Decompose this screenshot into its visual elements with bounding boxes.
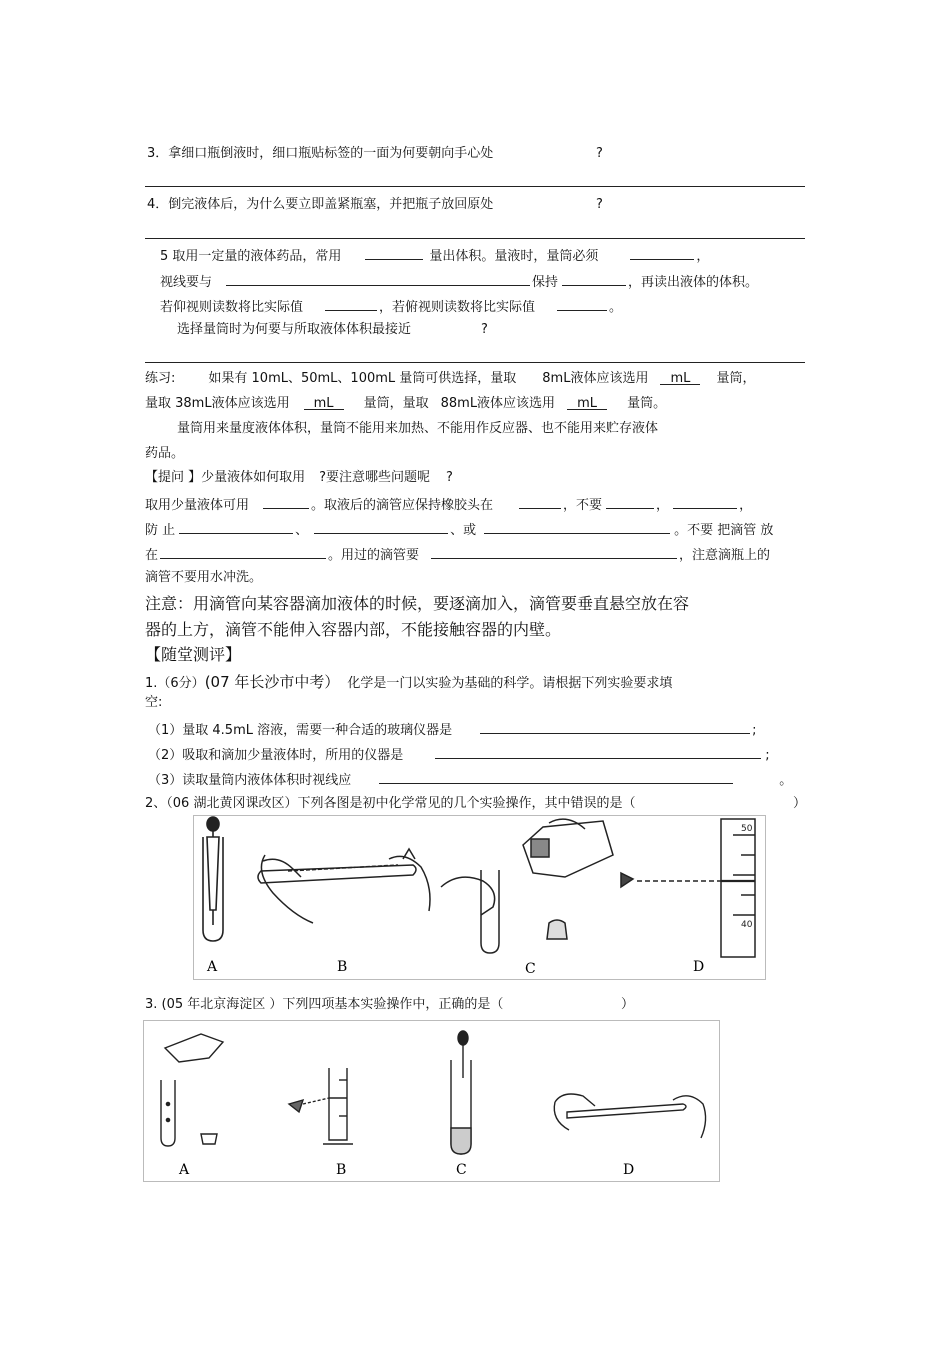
answer-88ml[interactable]: mL <box>567 396 607 410</box>
t1-sub-2-text: （2）吸取和滴加少量液体时，所用的仪器是 <box>148 748 404 763</box>
test-3-close: ） <box>621 997 635 1012</box>
figure-test-2 <box>193 815 766 980</box>
question-4-mark: ? <box>596 197 603 212</box>
figure-2c-pouring-liquid <box>441 819 613 953</box>
t1-source: (07 年长沙市中考） <box>204 673 340 691</box>
test-2-close: ） <box>793 796 807 811</box>
ask-text-a: 【提问 】少量液体如何取用 <box>145 470 306 485</box>
figure-3-label-d: D <box>623 1162 635 1178</box>
drop-text-d: ， <box>656 498 670 513</box>
practice-label: 练习: <box>145 371 176 386</box>
t1-text: 化学是一门以实验为基础的科学。请根据下列实验要求填 <box>347 676 673 691</box>
practice-text-e: 量筒，量取 <box>363 396 429 411</box>
practice-text-d: 量取 38mL液体应该选用 <box>145 396 290 411</box>
question-3-mark: ? <box>596 146 603 161</box>
question-5-line-4: 选择量筒时为何要与所取液体体积最接近 <box>177 322 412 337</box>
q5-text-d: 视线要与 <box>160 275 213 290</box>
question-5-line-1 <box>160 246 709 265</box>
figure-2a-dropper-in-tube <box>203 817 223 941</box>
drop-text-h: 、或 <box>450 523 477 538</box>
answer-line-3[interactable] <box>145 186 805 187</box>
drop-text-j: 在 <box>145 548 159 563</box>
drop-text-e: ， <box>739 498 753 513</box>
drop-text-i: 。不要 把滴管 放 <box>674 523 774 538</box>
cylinder-scale-40: 40 <box>741 920 753 930</box>
blank-used-dropper[interactable] <box>431 545 677 559</box>
practice-text-c: 量筒， <box>716 371 756 386</box>
figure-3-label-b: B <box>336 1162 347 1178</box>
drop-text-a: 取用少量液体可用 <box>145 498 250 513</box>
test-title: 【随堂测评】 <box>145 645 242 664</box>
figure-test-3-svg <box>143 1020 720 1182</box>
figure-3-label-a: A <box>179 1162 190 1178</box>
blank-line-of-sight-reading[interactable] <box>379 770 733 784</box>
blank-measuring-tool[interactable] <box>365 246 423 260</box>
figure-2-label-b: B <box>337 959 348 975</box>
t1-score: 1.（6分） <box>145 676 205 691</box>
question-5-line-3 <box>160 297 622 316</box>
blank-look-down[interactable] <box>557 297 607 311</box>
q5-text-f: ，再读出液体的体积。 <box>628 275 759 290</box>
figure-2-label-d: D <box>693 959 705 975</box>
drop-text-c: ，不要 <box>563 498 603 513</box>
practice-text-b: 8mL液体应该选用 <box>542 371 649 386</box>
drop-text-l: ，注意滴瓶上的 <box>679 548 771 563</box>
note-line-2: 器的上方，滴管不能伸入容器内部，不能接触容器的内壁。 <box>145 620 562 639</box>
q5-text-g: 若仰视则读数将比实际值 <box>160 300 304 315</box>
figure-2-label-c: C <box>525 961 536 977</box>
figure-test-3 <box>143 1020 720 1182</box>
test-1-line-2: 空: <box>145 695 163 710</box>
figure-3-label-c: C <box>456 1162 467 1178</box>
figure-2b-hands-horizontal-tube <box>258 849 430 923</box>
ask-heading <box>145 470 453 486</box>
note-line-1: 注意：用滴管向某容器滴加液体的时候，要逐滴加入，滴管要垂直悬空放在容 <box>145 594 690 613</box>
practice-line-3: 量筒用来量度液体体积，量筒不能用来加热、不能用作反应器、也不能用来贮存液体 <box>177 421 659 436</box>
test-3-text: 3. (05 年北京海淀区 ）下列四项基本实验操作中，正确的是（ <box>145 997 504 1012</box>
test-1-sub-2 <box>148 745 770 764</box>
blank-dont-1[interactable] <box>606 495 654 509</box>
test-1-sub-1 <box>148 720 757 739</box>
practice-text-f: 88mL液体应该选用 <box>440 396 556 411</box>
drop-text-b: 。取液后的滴管应保持橡胶头在 <box>311 498 494 513</box>
cylinder-scale-50: 50 <box>741 824 753 834</box>
figure-3a-adding-solid <box>161 1034 223 1146</box>
blank-line-of-sight[interactable] <box>226 272 530 286</box>
q5-text-b: 量出体积。量液时，量筒必须 <box>429 249 599 264</box>
drop-text-g: 、 <box>295 523 309 538</box>
test-2-text: 2、（06 湖北黄冈课改区）下列各图是初中化学常见的几个实验操作，其中错误的是（ <box>145 796 636 811</box>
figure-2d-eye-reading-cylinder <box>621 819 755 957</box>
figure-2-label-a: A <box>207 959 218 975</box>
test-1-line-1 <box>145 671 672 693</box>
q5-text-i: 。 <box>609 300 623 315</box>
blank-keep[interactable] <box>562 272 626 286</box>
question-5-line-2 <box>160 272 758 291</box>
t1-sub-1-text: （1）量取 4.5mL 溶液，需要一种合适的玻璃仪器是 <box>148 723 453 738</box>
question-3-text: 3．拿细口瓶倒液时，细口瓶贴标签的一面为何要朝向手心处 <box>147 146 494 161</box>
t1-sub-3-end: 。 <box>779 773 793 788</box>
dropper-line-2 <box>145 520 773 539</box>
practice-line-4: 药品。 <box>145 446 185 461</box>
blank-prevent-1[interactable] <box>179 520 293 534</box>
q5-text-a: 5 取用一定量的液体药品，常用 <box>160 249 342 264</box>
figure-3b-eye-reading-cylinder <box>289 1068 353 1144</box>
ask-text-b: ?要注意哪些问题呢 <box>319 470 431 485</box>
question-3 <box>147 146 493 162</box>
practice-line-1 <box>145 371 755 387</box>
test-1-sub-3 <box>148 770 792 789</box>
practice-line-2 <box>145 396 666 412</box>
blank-cylinder-placement[interactable] <box>630 246 694 260</box>
blank-place[interactable] <box>160 545 326 559</box>
ask-text-c: ? <box>446 470 453 485</box>
question-5-mark: ? <box>481 322 488 337</box>
dropper-line-1 <box>145 495 752 514</box>
t1-sub-2-end: ; <box>765 748 770 763</box>
figure-3c-dropper-above-tube <box>451 1031 471 1154</box>
answer-38ml[interactable]: mL <box>304 396 344 410</box>
dropper-line-4: 滴管不要用水冲洗。 <box>145 570 263 585</box>
q5-text-h: ，若俯视则读数将比实际值 <box>379 300 536 315</box>
t1-sub-1-end: ; <box>752 723 757 738</box>
answer-8ml[interactable]: mL <box>660 371 700 385</box>
blank-rubber-bulb[interactable] <box>519 495 561 509</box>
answer-line-4[interactable] <box>145 238 805 239</box>
q5-text-c: ， <box>696 249 710 264</box>
drop-text-k: 。用过的滴管要 <box>328 548 420 563</box>
answer-line-5[interactable] <box>145 362 805 363</box>
figure-3d-hands-tube <box>554 1094 705 1138</box>
blank-dropper-instrument[interactable] <box>435 745 761 759</box>
t1-sub-3-text: （3）读取量筒内液体体积时视线应 <box>148 773 352 788</box>
blank-look-up[interactable] <box>325 297 377 311</box>
blank-prevent-2[interactable] <box>314 520 448 534</box>
blank-prevent-3[interactable] <box>484 520 670 534</box>
practice-text-a: 如果有 10mL、50mL、100mL 量筒可供选择，量取 <box>208 371 517 386</box>
blank-dropper[interactable] <box>263 495 309 509</box>
dropper-line-3 <box>145 545 770 564</box>
blank-measure-4-5ml[interactable] <box>480 720 750 734</box>
practice-text-g: 量筒。 <box>627 396 667 411</box>
blank-dont-2[interactable] <box>673 495 737 509</box>
drop-text-f: 防 止 <box>145 523 176 538</box>
question-4-text: 4．倒完液体后，为什么要立即盖紧瓶塞，并把瓶子放回原处 <box>147 197 494 212</box>
q5-text-e: 保持 <box>532 275 559 290</box>
figure-test-2-svg <box>193 815 766 980</box>
